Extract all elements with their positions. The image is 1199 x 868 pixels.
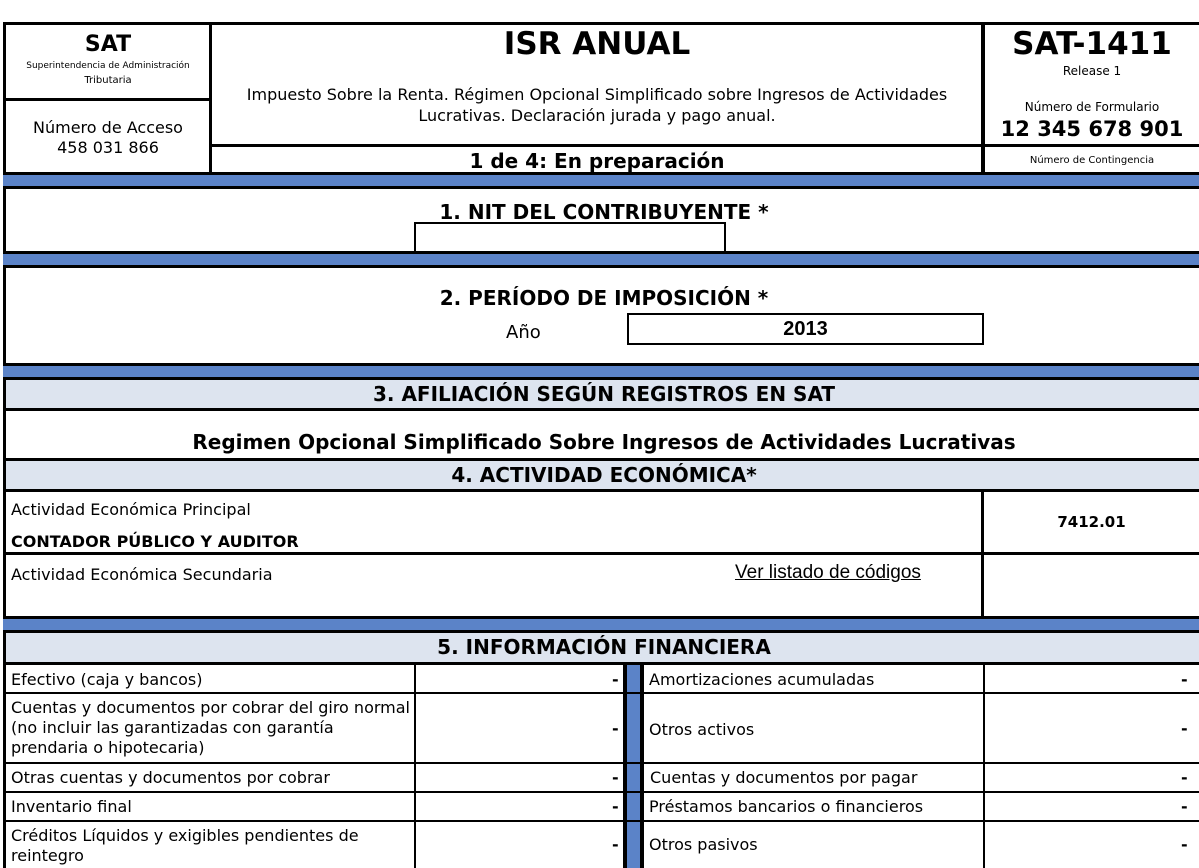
section5-title: 5. INFORMACIÓN FINANCIERA [437,635,771,659]
contingency-label: Número de Contingencia [1029,155,1155,166]
section2-title: 2. PERÍODO DE IMPOSICIÓN * [439,286,769,310]
financial-label: Amortizaciones acumuladas [649,670,875,689]
section4-title: 4. ACTIVIDAD ECONÓMICA* [451,463,757,487]
financial-value[interactable]: - [1181,835,1188,854]
status-divider [209,144,1199,147]
financial-value[interactable]: - [1181,719,1188,738]
secondary-activity-code-field[interactable] [984,555,1199,616]
section-rule [3,186,1199,189]
financial-center-band [627,665,640,868]
section-band [3,366,1199,377]
principal-activity-value: CONTADOR PÚBLICO Y AUDITOR [11,532,299,551]
financial-label: Cuentas y documentos por cobrar del giro normal (no incluir las garantizadas con garantía prendaria o hipotecaria) [11,698,410,757]
regime-label: Regimen Opcional Simplificado Sobre Ingresos de Actividades Lucrativas [192,430,1016,454]
principal-activity-code[interactable]: 7412.01 [1057,513,1126,531]
nit-input[interactable] [414,222,726,252]
row-rule [3,762,1199,764]
principal-activity-label: Actividad Económica Principal [11,500,251,519]
sat-subtitle: Superintendencia de Administración [26,61,190,71]
year-label: Año [506,322,541,343]
financial-value[interactable]: - [612,719,619,738]
financial-value[interactable]: - [612,835,619,854]
financial-label: Cuentas y documentos por pagar [650,768,918,787]
row-rule [3,820,1199,822]
year-value: 2013 [783,318,828,340]
logo-divider [3,98,212,101]
financial-label: Otros activos [649,720,755,739]
financial-value[interactable]: - [612,670,619,689]
codes-list-link[interactable]: Ver listado de códigos [735,562,921,583]
right-value-divider [983,665,985,868]
form-number-label: Número de Formulario [1024,100,1160,114]
financial-value[interactable]: - [612,768,619,787]
financial-label: Inventario final [11,797,132,816]
section-rule [3,408,1199,411]
release-label: Release 1 [1062,64,1122,78]
financial-value[interactable]: - [1181,797,1188,816]
form-code: SAT-1411 [1012,26,1172,62]
access-number: 458 031 866 [57,138,159,157]
financial-label: Efectivo (caja y bancos) [11,670,203,689]
section-rule [3,662,1199,665]
access-label: Número de Acceso [33,118,183,137]
financial-value[interactable]: - [1181,768,1188,787]
secondary-activity-label: Actividad Económica Secundaria [11,565,273,584]
sat-logo: SAT [84,32,132,57]
section1-title: 1. NIT DEL CONTRIBUYENTE * [439,200,769,224]
form-number: 12 345 678 901 [1000,117,1184,141]
section3-title: 3. AFILIACIÓN SEGÚN REGISTROS EN SAT [372,382,836,406]
financial-center-divider [640,665,644,868]
section-rule [3,265,1199,268]
sat-subtitle-2: Tributaria [84,75,132,86]
financial-value[interactable]: - [1181,670,1188,689]
status-label: 1 de 4: En preparación [469,149,725,173]
financial-label: Otros pasivos [649,835,758,854]
financial-label: Préstamos bancarios o financieros [649,797,924,816]
financial-label: Créditos Líquidos y exigibles pendientes de reintegro [11,826,359,865]
section-band [3,619,1199,630]
left-value-divider [414,665,416,868]
section-rule [3,489,1199,492]
form-description: Impuesto Sobre la Renta. Régimen Opcional Simplificado sobre Ingresos de Actividades Lucrativas. Declaración jurada y pago anual. [246,85,948,125]
financial-value[interactable]: - [612,797,619,816]
row-rule [3,791,1199,793]
financial-label: Otras cuentas y documentos por cobrar [11,768,330,787]
page-title: ISR ANUAL [503,26,691,62]
row-rule [3,692,1199,694]
